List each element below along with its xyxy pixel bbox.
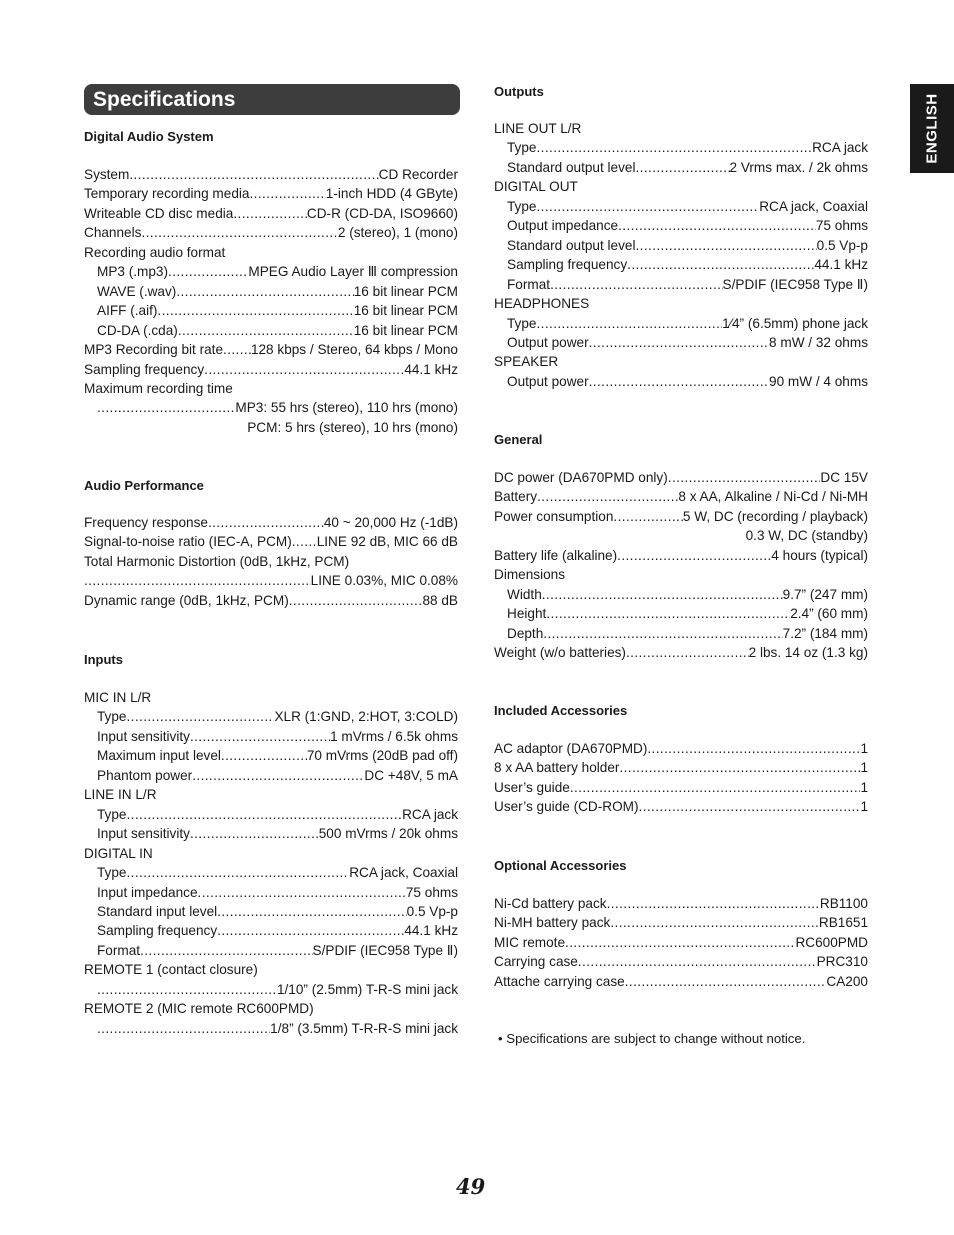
dot-leader (129, 165, 378, 184)
spec-value: 2 lbs. 14 oz (1.3 kg) (748, 645, 868, 661)
spec-row (494, 138, 868, 157)
spec-label: Type (97, 865, 127, 881)
spec-value: DC 15V (820, 470, 868, 485)
spec-label: SPEAKER (494, 354, 559, 370)
spec-row (494, 894, 868, 913)
spec-label: Type (507, 140, 537, 156)
spec-value: CD Recorder (378, 167, 458, 182)
spec-row (84, 883, 458, 902)
dot-leader (607, 894, 820, 913)
dot-leader (221, 746, 307, 765)
dot-leader (546, 604, 790, 623)
spec-value: 2 (stereo), 1 (mono) (337, 225, 458, 241)
dot-leader (141, 223, 337, 242)
spec-row (84, 1019, 458, 1038)
spec-value: PCM: 5 hrs (stereo), 10 hrs (mono) (247, 419, 458, 435)
spec-label: Attache carrying case (494, 973, 625, 989)
spec-label: Output power (507, 373, 589, 389)
spec-row (494, 624, 868, 643)
spec-label: Type (507, 198, 537, 214)
spec-value: 88 dB (422, 592, 458, 608)
spec-value: 2.4” (60 mm) (790, 606, 868, 622)
spec-label: Signal-to-noise ratio (IEC-A, PCM) (84, 534, 292, 550)
spec-value: 8 x AA, Alkaline / Ni-Cd / Ni-MH (678, 489, 868, 505)
spec-value: 70 mVrms (20dB pad off) (306, 748, 458, 764)
spec-label: Type (97, 709, 127, 725)
spec-label: Battery life (alkaline) (494, 547, 618, 563)
spec-row (84, 513, 458, 532)
spec-value: 44.1 kHz (814, 257, 868, 273)
spec-row (494, 952, 868, 971)
spec-value: 1-inch HDD (4 GByte) (325, 186, 458, 202)
language-tab (910, 84, 954, 173)
spec-row (84, 824, 458, 843)
dot-leader (536, 314, 722, 333)
page-number: 49 (456, 1174, 486, 1199)
spec-row (84, 707, 458, 726)
spec-value: 0.3 W, DC (standby) (745, 528, 868, 544)
spec-row (84, 960, 458, 979)
dot-leader (626, 643, 749, 662)
dot-leader (589, 333, 769, 352)
spec-label: LINE IN L/R (84, 787, 157, 803)
spec-value: 0.5 Vp-p (816, 237, 868, 253)
spec-value: DC +48V, 5 mA (364, 767, 458, 783)
spec-label: Input impedance (97, 884, 198, 900)
spec-label: Output impedance (507, 218, 619, 234)
spec-label: Ni-MH battery pack (494, 915, 611, 931)
spec-label: Height (507, 606, 547, 622)
spec-label: User’s guide (494, 779, 570, 795)
spec-label: Writeable CD disc media (84, 205, 234, 221)
spec-value: S/PDIF (IEC958 Type Ⅱ) (312, 942, 458, 958)
spec-row (84, 727, 458, 746)
spec-value: XLR (1:GND, 2:HOT, 3:COLD) (274, 709, 458, 725)
spec-value: MP3: 55 hrs (stereo), 110 hrs (mono) (235, 400, 458, 416)
dot-leader (292, 532, 317, 551)
spec-label: Sampling frequency (97, 923, 218, 939)
spec-value: 5 W, DC (recording / playback) (682, 508, 868, 524)
spec-label: 8 x AA battery holder (494, 760, 620, 776)
spec-row (84, 902, 458, 921)
dot-leader (233, 204, 307, 223)
spec-label: Recording audio format (84, 244, 226, 260)
spec-label: Standard input level (97, 903, 218, 919)
spec-row (494, 197, 868, 216)
spec-label: AIFF (.aif) (97, 303, 158, 319)
spec-row (84, 165, 458, 184)
spec-value: 1 mVrms / 6.5k ohms (330, 728, 458, 744)
spec-row (494, 565, 868, 584)
spec-label: Power consumption (494, 508, 614, 524)
spec-row (84, 941, 458, 960)
spec-label: Type (97, 806, 127, 822)
spec-label: WAVE (.wav) (97, 283, 177, 299)
dot-leader (647, 739, 860, 758)
dot-leader (84, 571, 311, 590)
spec-row (84, 204, 458, 223)
spec-row (494, 585, 868, 604)
spec-row (494, 236, 868, 255)
spec-label: Output power (507, 334, 589, 350)
spec-label: AC adaptor (DA670PMD) (494, 741, 648, 756)
spec-label: Temporary recording media (84, 186, 250, 202)
spec-value: 2 Vrms max. / 2k ohms (729, 159, 868, 175)
dot-leader (618, 216, 816, 235)
spec-value: 90 mW / 4 ohms (769, 373, 868, 389)
dot-leader (126, 707, 274, 726)
spec-row (494, 739, 868, 758)
section-heading-general: General (494, 432, 543, 447)
spec-row (494, 933, 868, 952)
spec-label: DIGITAL IN (84, 845, 153, 861)
dot-leader (619, 758, 860, 777)
spec-label: Channels (84, 225, 142, 241)
spec-row (494, 797, 868, 816)
spec-row (494, 158, 868, 177)
dot-leader (178, 321, 354, 340)
spec-label: System (84, 167, 130, 182)
spec-row (494, 913, 868, 932)
spec-row (84, 418, 458, 437)
section-heading-optional-accessories: Optional Accessories (494, 858, 627, 873)
spec-row (84, 980, 458, 999)
spec-row (84, 766, 458, 785)
dot-leader (668, 468, 821, 487)
spec-value: LINE 0.03%, MIC 0.08% (310, 573, 458, 589)
language-tab-label: ENGLISH (923, 93, 941, 164)
spec-row (494, 294, 868, 313)
dot-leader (627, 255, 814, 274)
spec-row (84, 340, 458, 359)
dot-leader (126, 863, 349, 882)
section-heading-inputs: Inputs (84, 652, 123, 667)
spec-row (494, 468, 868, 487)
spec-label: Depth (507, 625, 544, 641)
spec-label: DIGITAL OUT (494, 179, 578, 195)
spec-value: RCA jack (402, 806, 458, 822)
spec-value: 7.2” (184 mm) (782, 625, 868, 641)
spec-label: REMOTE 2 (MIC remote RC600PMD) (84, 1001, 314, 1017)
dot-leader (97, 980, 277, 999)
spec-value: RCA jack, Coaxial (349, 865, 458, 881)
spec-label: User’s guide (CD-ROM) (494, 799, 639, 815)
spec-value: MPEG Audio Layer Ⅲ compression (248, 264, 458, 280)
spec-value: LINE 92 dB, MIC 66 dB (316, 534, 458, 550)
spec-row (494, 352, 868, 371)
spec-row (494, 119, 868, 138)
spec-row (84, 262, 458, 281)
spec-value: 9.7” (247 mm) (782, 586, 868, 602)
spec-label: MP3 (.mp3) (97, 264, 169, 280)
spec-row (494, 972, 868, 991)
spec-row (84, 184, 458, 203)
spec-row (84, 243, 458, 262)
spec-row (84, 999, 458, 1018)
spec-row (494, 372, 868, 391)
spec-value: RB1651 (818, 915, 868, 931)
dot-leader (537, 487, 678, 506)
spec-row (84, 863, 458, 882)
spec-value: S/PDIF (IEC958 Type Ⅱ) (722, 276, 868, 292)
dot-leader (168, 262, 248, 281)
spec-value: 128 kbps / Stereo, 64 kbps / Mono (250, 342, 458, 358)
spec-label: Dynamic range (0dB, 1kHz, PCM) (84, 592, 289, 608)
spec-row (494, 255, 868, 274)
spec-row (494, 333, 868, 352)
spec-label: Input sensitivity (97, 826, 190, 842)
dot-leader (97, 1019, 270, 1038)
spec-label: Ni-Cd battery pack (494, 896, 607, 911)
spec-value: 1/10” (2.5mm) T-R-S mini jack (276, 981, 458, 997)
spec-row (494, 507, 868, 526)
dot-leader (157, 301, 353, 320)
dot-leader (565, 933, 795, 952)
spec-row (84, 805, 458, 824)
spec-label: Carrying case (494, 954, 578, 970)
spec-row (494, 275, 868, 294)
spec-value: 1⁄4” (6.5mm) phone jack (722, 315, 868, 331)
spec-row (84, 921, 458, 940)
spec-value: 1 (860, 760, 868, 776)
dot-leader (140, 941, 312, 960)
spec-row (494, 758, 868, 777)
spec-label: Battery (494, 489, 538, 505)
spec-value: RCA jack (812, 140, 868, 156)
dot-leader (208, 513, 324, 532)
section-heading-included-accessories: Included Accessories (494, 703, 628, 718)
section-heading-audio-performance: Audio Performance (84, 478, 204, 493)
spec-label: Maximum input level (97, 748, 221, 764)
dot-leader (536, 138, 812, 157)
spec-value: 500 mVrms / 20k ohms (318, 826, 458, 842)
dot-leader (613, 507, 683, 526)
spec-value: 16 bit linear PCM (353, 322, 458, 338)
spec-value: 8 mW / 32 ohms (769, 334, 868, 350)
footnote: • Specifications are subject to change without notice. (498, 1031, 806, 1046)
dot-leader (192, 766, 364, 785)
dot-leader (578, 952, 817, 971)
spec-value: RC600PMD (795, 934, 868, 950)
spec-label: REMOTE 1 (contact closure) (84, 962, 258, 978)
dot-leader (249, 184, 325, 203)
dot-leader (542, 585, 783, 604)
spec-value: 1 (860, 741, 868, 756)
spec-value: 16 bit linear PCM (353, 303, 458, 319)
dot-leader (625, 972, 827, 991)
spec-value: PRC310 (816, 954, 868, 970)
spec-row (494, 643, 868, 662)
spec-row (84, 301, 458, 320)
dot-leader (176, 282, 353, 301)
spec-row (494, 216, 868, 235)
spec-row (84, 398, 458, 417)
spec-label: Weight (w/o batteries) (494, 645, 626, 661)
spec-label: Sampling frequency (507, 257, 628, 273)
dot-leader (217, 902, 406, 921)
dot-leader (570, 778, 861, 797)
spec-label: Input sensitivity (97, 728, 190, 744)
dot-leader (190, 824, 319, 843)
dot-leader (97, 398, 235, 417)
spec-label: Width (507, 586, 542, 602)
spec-label: Sampling frequency (84, 361, 205, 377)
spec-value: 44.1 kHz (404, 361, 458, 377)
spec-label: MIC remote (494, 934, 566, 950)
dot-leader (198, 883, 406, 902)
spec-row (84, 282, 458, 301)
spec-label: Maximum recording time (84, 380, 233, 396)
spec-label: LINE OUT L/R (494, 121, 582, 136)
spec-label: Standard output level (507, 237, 636, 253)
spec-value: 40 ~ 20,000 Hz (-1dB) (323, 515, 458, 530)
spec-value: CA200 (826, 973, 868, 989)
spec-value: 0.5 Vp-p (406, 903, 458, 919)
dot-leader (190, 727, 330, 746)
spec-label: MP3 Recording bit rate (84, 342, 224, 358)
spec-row (494, 546, 868, 565)
spec-row (84, 746, 458, 765)
dot-leader (543, 624, 782, 643)
spec-label: MIC IN L/R (84, 690, 152, 705)
spec-label: HEADPHONES (494, 296, 590, 312)
spec-row (84, 785, 458, 804)
spec-row (84, 532, 458, 551)
dot-leader (635, 158, 729, 177)
spec-label: CD-DA (.cda) (97, 322, 178, 338)
dot-leader (204, 360, 404, 379)
spec-value: RB1100 (819, 896, 868, 911)
spec-row (84, 321, 458, 340)
spec-row (84, 571, 458, 590)
spec-row (84, 688, 458, 707)
dot-leader (550, 275, 722, 294)
spec-row (84, 223, 458, 242)
dot-leader (217, 921, 404, 940)
dot-leader (289, 591, 423, 610)
spec-value: CD-R (CD-DA, ISO9660) (306, 205, 458, 221)
dot-leader (617, 546, 771, 565)
dot-leader (639, 797, 861, 816)
spec-value: 44.1 kHz (404, 923, 458, 939)
spec-row (494, 778, 868, 797)
dot-leader (126, 805, 402, 824)
spec-row (84, 591, 458, 610)
spec-label: Dimensions (494, 567, 566, 583)
dot-leader (635, 236, 816, 255)
spec-value: 1 (860, 779, 868, 795)
spec-label: Phantom power (97, 767, 193, 783)
spec-label: Format (97, 942, 141, 958)
spec-row (494, 526, 868, 545)
spec-row (494, 604, 868, 623)
spec-value: 1/8” (3.5mm) T-R-R-S mini jack (270, 1020, 458, 1036)
spec-value: 75 ohms (405, 884, 458, 900)
spec-label: DC power (DA670PMD only) (494, 470, 668, 485)
spec-label: Standard output level (507, 159, 636, 175)
spec-label: Type (507, 315, 537, 331)
section-heading-outputs: Outputs (494, 84, 544, 99)
dot-leader (223, 340, 251, 359)
section-heading-digital-audio: Digital Audio System (84, 129, 214, 144)
spec-label: Format (507, 276, 551, 292)
spec-value: 4 hours (typical) (771, 547, 868, 563)
dot-leader (610, 913, 819, 932)
spec-row (494, 314, 868, 333)
spec-row (84, 379, 458, 398)
spec-row (84, 844, 458, 863)
dot-leader (536, 197, 759, 216)
spec-value: 75 ohms (815, 218, 868, 234)
spec-row (494, 487, 868, 506)
spec-label: Frequency response (84, 515, 208, 530)
spec-label: Total Harmonic Distortion (0dB, 1kHz, PCM) (84, 553, 350, 569)
spec-row (494, 177, 868, 196)
dot-leader (589, 372, 769, 391)
page-title: Specifications (84, 84, 460, 115)
spec-row (84, 552, 458, 571)
spec-value: RCA jack, Coaxial (759, 198, 868, 214)
spec-value: 16 bit linear PCM (353, 283, 458, 299)
spec-value: 1 (860, 799, 868, 815)
spec-row (84, 360, 458, 379)
